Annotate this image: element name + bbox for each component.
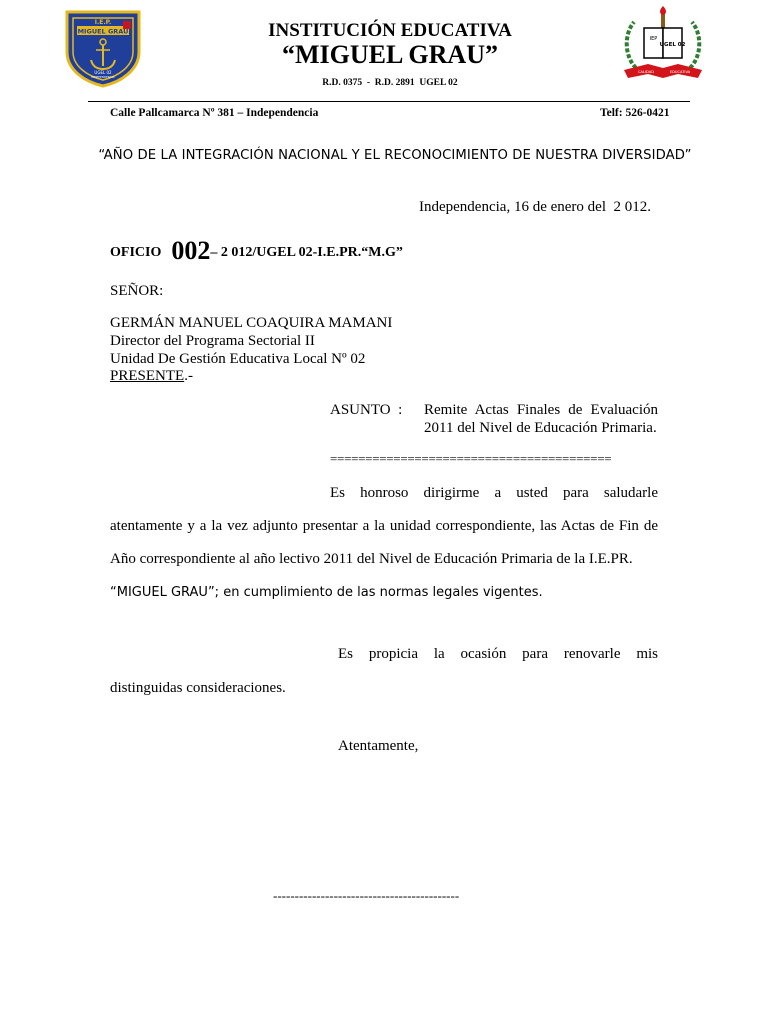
paragraph-1-line-1: Es honroso dirigirme a usted para saludarle (330, 485, 658, 501)
asunto-text: Remite Actas Finales de Evaluación 2011 del Nivel de Educación Primaria. (424, 402, 658, 436)
logo-left-top-text: I.E.P. (94, 19, 112, 26)
logo-left-bottom-text: UGEL 02 (94, 70, 112, 75)
logo-left-bottom-sub: INDEPENDENCIA (91, 75, 115, 79)
salutation: SEÑOR: (110, 283, 164, 299)
addressee-title: Director del Programa Sectorial II (110, 333, 315, 349)
paragraph-1-line-4: “MIGUEL GRAU”; en cumplimiento de las normas legales vigentes. (110, 585, 543, 600)
school-shield-logo (63, 8, 143, 88)
signature-line: ------------------------------------------- (273, 888, 460, 903)
oficio-reference (110, 236, 403, 266)
oficio-label: OFICIO (110, 245, 162, 260)
asunto-label: ASUNTO : (330, 402, 403, 418)
addressee-name: GERMÁN MANUEL COAQUIRA MAMANI (110, 315, 393, 331)
logo-left-band-text: MIGUEL GRAU (77, 27, 129, 36)
logo-right-banner-right: EDUCATIVA (669, 70, 691, 74)
year-motto: “AÑO DE LA INTEGRACIÓN NACIONAL Y EL RECONOCIMIENTO DE NUESTRA DIVERSIDAD” (98, 148, 692, 163)
asunto-separator: ======================================== (330, 451, 612, 466)
closing: Atentamente, (338, 738, 419, 754)
addressee-present (110, 368, 193, 385)
institution-name: “MIGUEL GRAU” (282, 40, 498, 69)
logo-right-right-text: UGEL 02 (659, 42, 686, 48)
school-phone: Telf: 526-0421 (600, 107, 670, 119)
oficio-number: 002 (171, 236, 211, 265)
paragraph-1-line-3: Año correspondiente al año lectivo 2011 del Nivel de Educación Primaria de la I.E.PR. (110, 551, 633, 567)
date-line: Independencia, 16 de enero del 2 012. (419, 199, 651, 215)
logo-right-banner-left: CALIDAD (638, 70, 654, 74)
addressee-unit: Unidad De Gestión Educativa Local Nº 02 (110, 351, 366, 367)
school-address: Calle Pallcamarca Nº 381 – Independencia (110, 107, 319, 119)
header-divider (88, 101, 690, 102)
oficio-suffix: – 2 012/UGEL 02-I.E.PR.“M.G” (210, 245, 403, 260)
institution-type: INSTITUCIÓN EDUCATIVA (268, 20, 512, 41)
paragraph-2-line-2: distinguidas consideraciones. (110, 680, 286, 696)
paragraph-2-line-1: Es propicia la ocasión para renovarle mis (338, 646, 658, 662)
paragraph-1-line-2: atentamente y a la vez adjunto presentar a la unidad correspondiente, las Actas de Fin de (110, 518, 658, 534)
logo-right-left-text: IEP (649, 36, 658, 42)
resolutions-line: R.D. 0375 - R.D. 2891 UGEL 02 (322, 78, 458, 88)
present-suffix: .- (184, 368, 193, 384)
present-word: PRESENTE (110, 368, 185, 384)
